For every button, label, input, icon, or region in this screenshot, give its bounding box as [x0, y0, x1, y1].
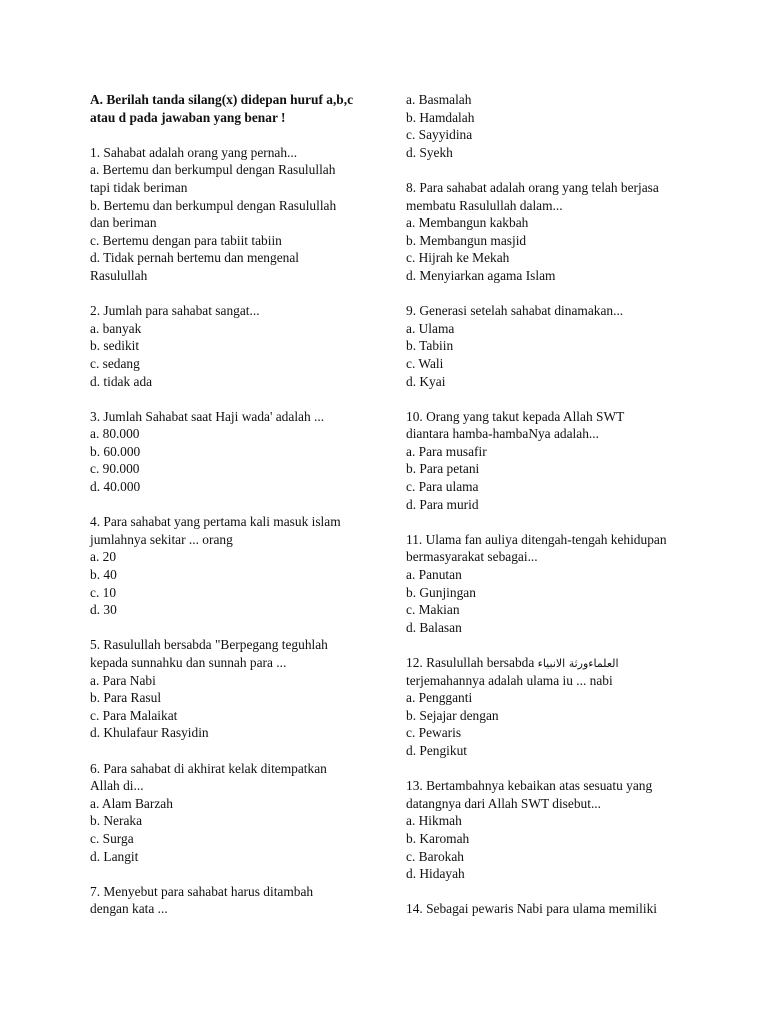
option-a: a. Ulama [406, 320, 455, 336]
heading-line: A. Berilah tanda silang(x) didepan huruf a,b,c [90, 92, 354, 107]
option-d: d. Hidayah [406, 866, 465, 882]
question-6 [90, 760, 370, 866]
question-4 [90, 513, 370, 619]
option-a: a. Basmalah [406, 92, 472, 107]
question-3 [90, 408, 370, 496]
option-c: c. Makian [406, 602, 460, 618]
question-text: 9. Generasi setelah sahabat dinamakan... [406, 303, 624, 319]
option-a: a. 20 [90, 549, 117, 565]
option-b: b. Gunjingan [406, 584, 476, 600]
option-c: c. Bertemu dengan para tabiit tabiin [90, 232, 282, 248]
option-a: a. Bertemu dan berkumpul dengan Rasulullah [90, 162, 336, 178]
question-text: 4. Para sahabat yang pertama kali masuk islam [90, 514, 341, 530]
question-text: jumlahnya sekitar ... orang [90, 531, 233, 547]
heading-line: atau d pada jawaban yang benar ! [90, 109, 286, 125]
option-b: b. 60.000 [90, 443, 141, 459]
question-text: 8. Para sahabat adalah orang yang telah berjasa [406, 179, 659, 195]
question-8 [406, 179, 696, 285]
question-text: Allah di... [90, 778, 144, 794]
option-d: d. Pengikut [406, 742, 468, 758]
option-a: a. Hikmah [406, 813, 462, 829]
question-text: 14. Sebagai pewaris Nabi para ulama memiliki [406, 901, 657, 917]
option-b: b. Para petani [406, 461, 480, 477]
option-d: d. Menyiarkan agama Islam [406, 267, 556, 283]
option-d: d. 30 [90, 602, 117, 618]
option-c: c. Para Malaikat [90, 707, 178, 723]
option-a: a. Pengganti [406, 690, 473, 706]
option-b: b. sedikit [90, 338, 140, 354]
question-text: bermasyarakat sebagai... [406, 549, 538, 565]
option-a: a. Para musafir [406, 443, 487, 459]
option-b: b. Membangun masjid [406, 232, 527, 248]
option-d: d. Para murid [406, 496, 479, 512]
question-text: datangnya dari Allah SWT disebut... [406, 795, 601, 811]
option-c: c. 90.000 [90, 461, 140, 477]
option-c: c. Hijrah ke Mekah [406, 250, 510, 266]
instruction-heading [90, 91, 370, 126]
option-c: c. Pewaris [406, 725, 462, 741]
question-11 [406, 531, 696, 637]
option-a-continued: tapi tidak beriman [90, 179, 188, 195]
option-b: b. Hamdalah [406, 109, 475, 125]
option-c: c. sedang [90, 355, 140, 371]
question-1 [90, 144, 370, 285]
question-2 [90, 302, 370, 390]
question-text: 10. Orang yang takut kepada Allah SWT [406, 408, 625, 424]
question-text: 3. Jumlah Sahabat saat Haji wada' adalah ... [90, 408, 325, 424]
question-text: diantara hamba-hambaNya adalah... [406, 426, 599, 442]
option-b: b. Para Rasul [90, 690, 162, 706]
question-text: 7. Menyebut para sahabat harus ditambah [90, 883, 314, 899]
option-b: b. 40 [90, 567, 117, 583]
option-a: a. Alam Barzah [90, 795, 173, 811]
option-c: c. 10 [90, 584, 117, 600]
option-b: b. Neraka [90, 813, 143, 829]
question-text: membatu Rasulullah dalam... [406, 197, 563, 213]
option-d: d. tidak ada [90, 373, 153, 389]
question-9 [406, 302, 696, 390]
option-d-continued: Rasulullah [90, 267, 148, 283]
option-a: a. banyak [90, 320, 142, 336]
question-text [406, 654, 696, 672]
option-d: d. Tidak pernah bertemu dan mengenal [90, 250, 299, 266]
question-text: 2. Jumlah para sahabat sangat... [90, 303, 260, 319]
question-text: 1. Sahabat adalah orang yang pernah... [90, 144, 298, 160]
option-a: a. 80.000 [90, 426, 140, 442]
question-10 [406, 408, 696, 514]
option-b-continued: dan beriman [90, 215, 157, 231]
option-d: d. Kyai [406, 373, 446, 389]
option-c: c. Para ulama [406, 479, 479, 495]
right-column [406, 91, 696, 918]
option-a: a. Panutan [406, 567, 462, 583]
option-b: b. Sejajar dengan [406, 707, 499, 723]
option-d: d. Syekh [406, 144, 453, 160]
question-text: dengan kata ... [90, 901, 168, 917]
option-c: c. Sayyidina [406, 127, 473, 143]
option-d: d. 40.000 [90, 479, 141, 495]
option-d: d. Balasan [406, 619, 462, 635]
question-text: terjemahannya adalah ulama iu ... nabi [406, 672, 613, 688]
left-column [90, 91, 370, 918]
question-prefix: 12. Rasulullah bersabda [406, 655, 538, 670]
question-text: 6. Para sahabat di akhirat kelak ditempatkan [90, 760, 327, 776]
question-7-options [406, 91, 696, 161]
option-c: c. Wali [406, 355, 444, 371]
option-b: b. Bertemu dan berkumpul dengan Rasulullah [90, 197, 337, 213]
question-text: 5. Rasulullah bersabda "Berpegang teguhlah [90, 637, 328, 653]
question-5 [90, 636, 370, 742]
question-7 [90, 883, 370, 918]
question-13 [406, 777, 696, 883]
option-a: a. Membangun kakbah [406, 215, 529, 231]
question-text: kepada sunnahku dan sunnah para ... [90, 655, 287, 670]
option-d: d. Langit [90, 848, 139, 864]
option-d: d. Khulafaur Rasyidin [90, 725, 209, 741]
option-c: c. Barokah [406, 848, 465, 864]
option-a: a. Para Nabi [90, 672, 156, 688]
question-text: 13. Bertambahnya kebaikan atas sesuatu yang [406, 778, 653, 794]
question-12 [406, 654, 696, 760]
arabic-hadith-text: العلماءورثة الانبياء [537, 657, 619, 670]
question-14 [406, 900, 696, 918]
option-c: c. Surga [90, 830, 134, 846]
question-text: 11. Ulama fan auliya ditengah-tengah kehidupan [406, 531, 667, 547]
option-b: b. Karomah [406, 830, 470, 846]
option-b: b. Tabiin [406, 338, 454, 354]
